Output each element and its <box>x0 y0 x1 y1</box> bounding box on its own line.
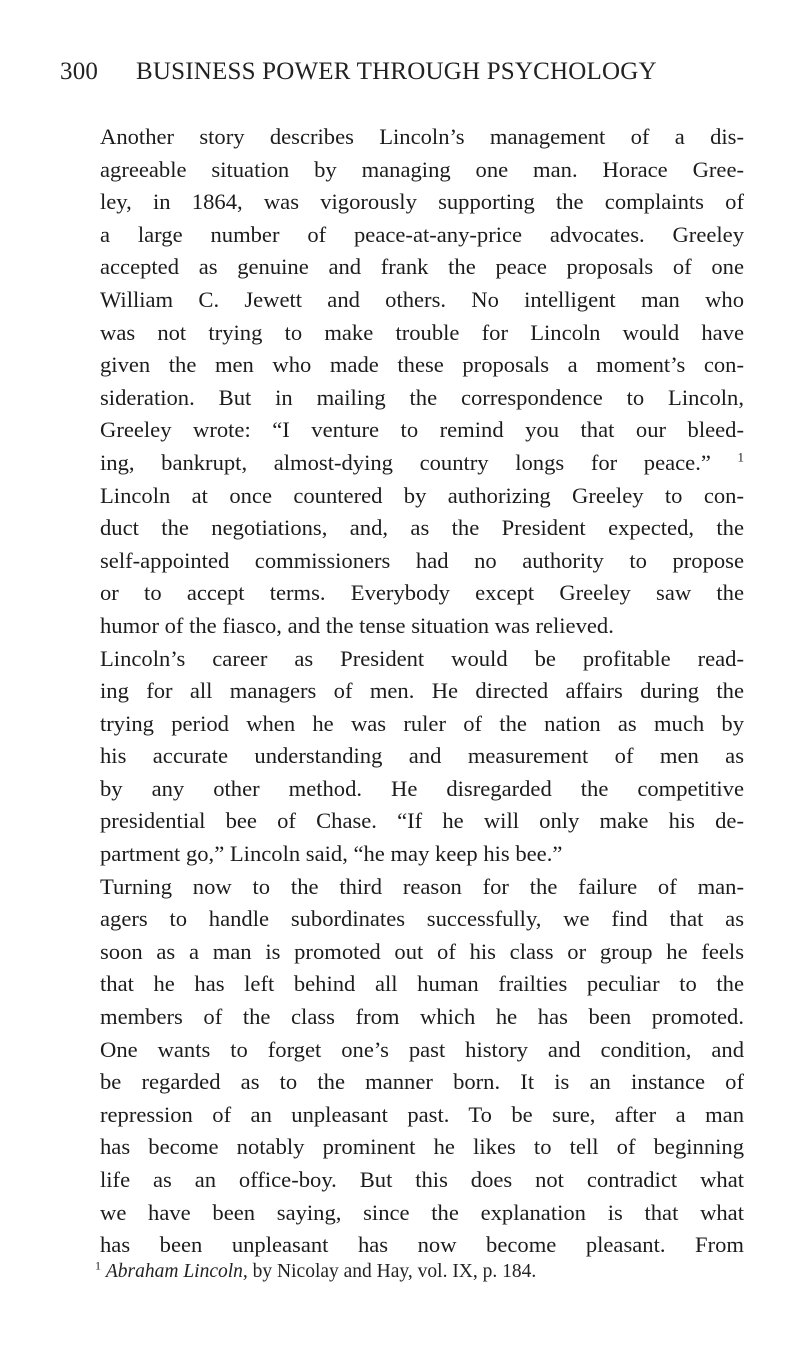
text-line: life as an office-boy. But this does not contradict what <box>100 1167 744 1192</box>
text-line: soon as a man is promoted out of his class or group he feels <box>100 938 744 964</box>
text-line: Turning now to the third reason for the failure of man- <box>100 873 744 899</box>
running-title: BUSINESS POWER THROUGH PSYCHOLOGY <box>136 58 657 85</box>
paragraph-1 <box>87 121 744 643</box>
text-line: we have been saying, since the explanation is that what <box>100 1199 744 1225</box>
text-line: self-appointed commissioners had no authority to propose <box>100 547 744 573</box>
text-line: Lincoln’s career as President would be profitable read- <box>100 645 744 671</box>
text-line: was not trying to make trouble for Lincoln would have <box>100 319 744 345</box>
text-line: presidential bee of Chase. “If he will only make his de- <box>100 808 744 834</box>
body-text <box>87 121 744 1262</box>
text-line: duct the negotiations, and, as the President expected, the <box>100 515 744 541</box>
page-number: 300 <box>60 58 99 85</box>
text-line: members of the class from which he has been promoted. <box>100 1004 744 1030</box>
text-line: repression of an unpleasant past. To be sure, after a man <box>100 1101 744 1127</box>
text-line: Greeley wrote: “I venture to remind you that our bleed- <box>100 417 744 443</box>
paragraph-2 <box>87 643 744 871</box>
book-page <box>60 58 745 1284</box>
text-line: ley, in 1864, was vigorously supporting the complaints of <box>100 189 744 215</box>
text-line: agers to handle subordinates successfully, we find that as <box>100 906 744 932</box>
text-line: his accurate understanding and measurement of men as <box>100 743 744 769</box>
text-line: Lincoln at once countered by authorizing Greeley to con- <box>100 482 744 508</box>
text-line: humor of the fiasco, and the tense situation was relieved. <box>100 612 614 638</box>
text-line: or to accept terms. Everybody except Greeley saw the <box>100 580 744 606</box>
text-line: has become notably prominent he likes to tell of beginning <box>100 1134 744 1160</box>
footnote-citation-title: Abraham Lincoln, <box>105 1260 248 1282</box>
paragraph-3 <box>87 871 744 1262</box>
text-line: given the men who made these proposals a moment’s con- <box>100 352 744 378</box>
footnote <box>95 1260 745 1284</box>
text-line: agreeable situation by managing one man. Horace Gree- <box>100 156 744 182</box>
text-line: trying period when he was ruler of the nation as much by <box>100 710 744 736</box>
footnote-reference: 1 <box>737 449 744 465</box>
text-line: sideration. But in mailing the correspondence to Lincoln, <box>100 384 744 410</box>
footnote-mark: 1 <box>95 1258 101 1273</box>
text-line: Another story describes Lincoln’s management of a dis- <box>100 124 744 149</box>
text-line: by any other method. He disregarded the competitive <box>100 775 744 801</box>
text-line: has been unpleasant has now become pleasant. From <box>100 1232 744 1258</box>
text-line: be regarded as to the manner born. It is an instance of <box>100 1069 744 1095</box>
running-head <box>60 58 745 98</box>
text-line: a large number of peace-at-any-price advocates. Greeley <box>100 221 744 247</box>
text-line: One wants to forget one’s past history and condition, and <box>100 1036 744 1062</box>
text-line: accepted as genuine and frank the peace proposals of one <box>100 254 744 280</box>
text-line: partment go,” Lincoln said, “he may keep his bee.” <box>100 841 563 867</box>
line-text: ing, bankrupt, almost-dying country longs for peace.” <box>100 449 711 475</box>
text-line: ing for all managers of men. He directed affairs during the <box>100 678 744 704</box>
footnote-citation-text: by Nicolay and Hay, vol. IX, p. 184. <box>252 1260 537 1282</box>
text-line-with-footnote <box>87 447 744 480</box>
text-line: that he has left behind all human frailties peculiar to the <box>100 971 744 997</box>
text-line: William C. Jewett and others. No intelligent man who <box>100 286 744 312</box>
